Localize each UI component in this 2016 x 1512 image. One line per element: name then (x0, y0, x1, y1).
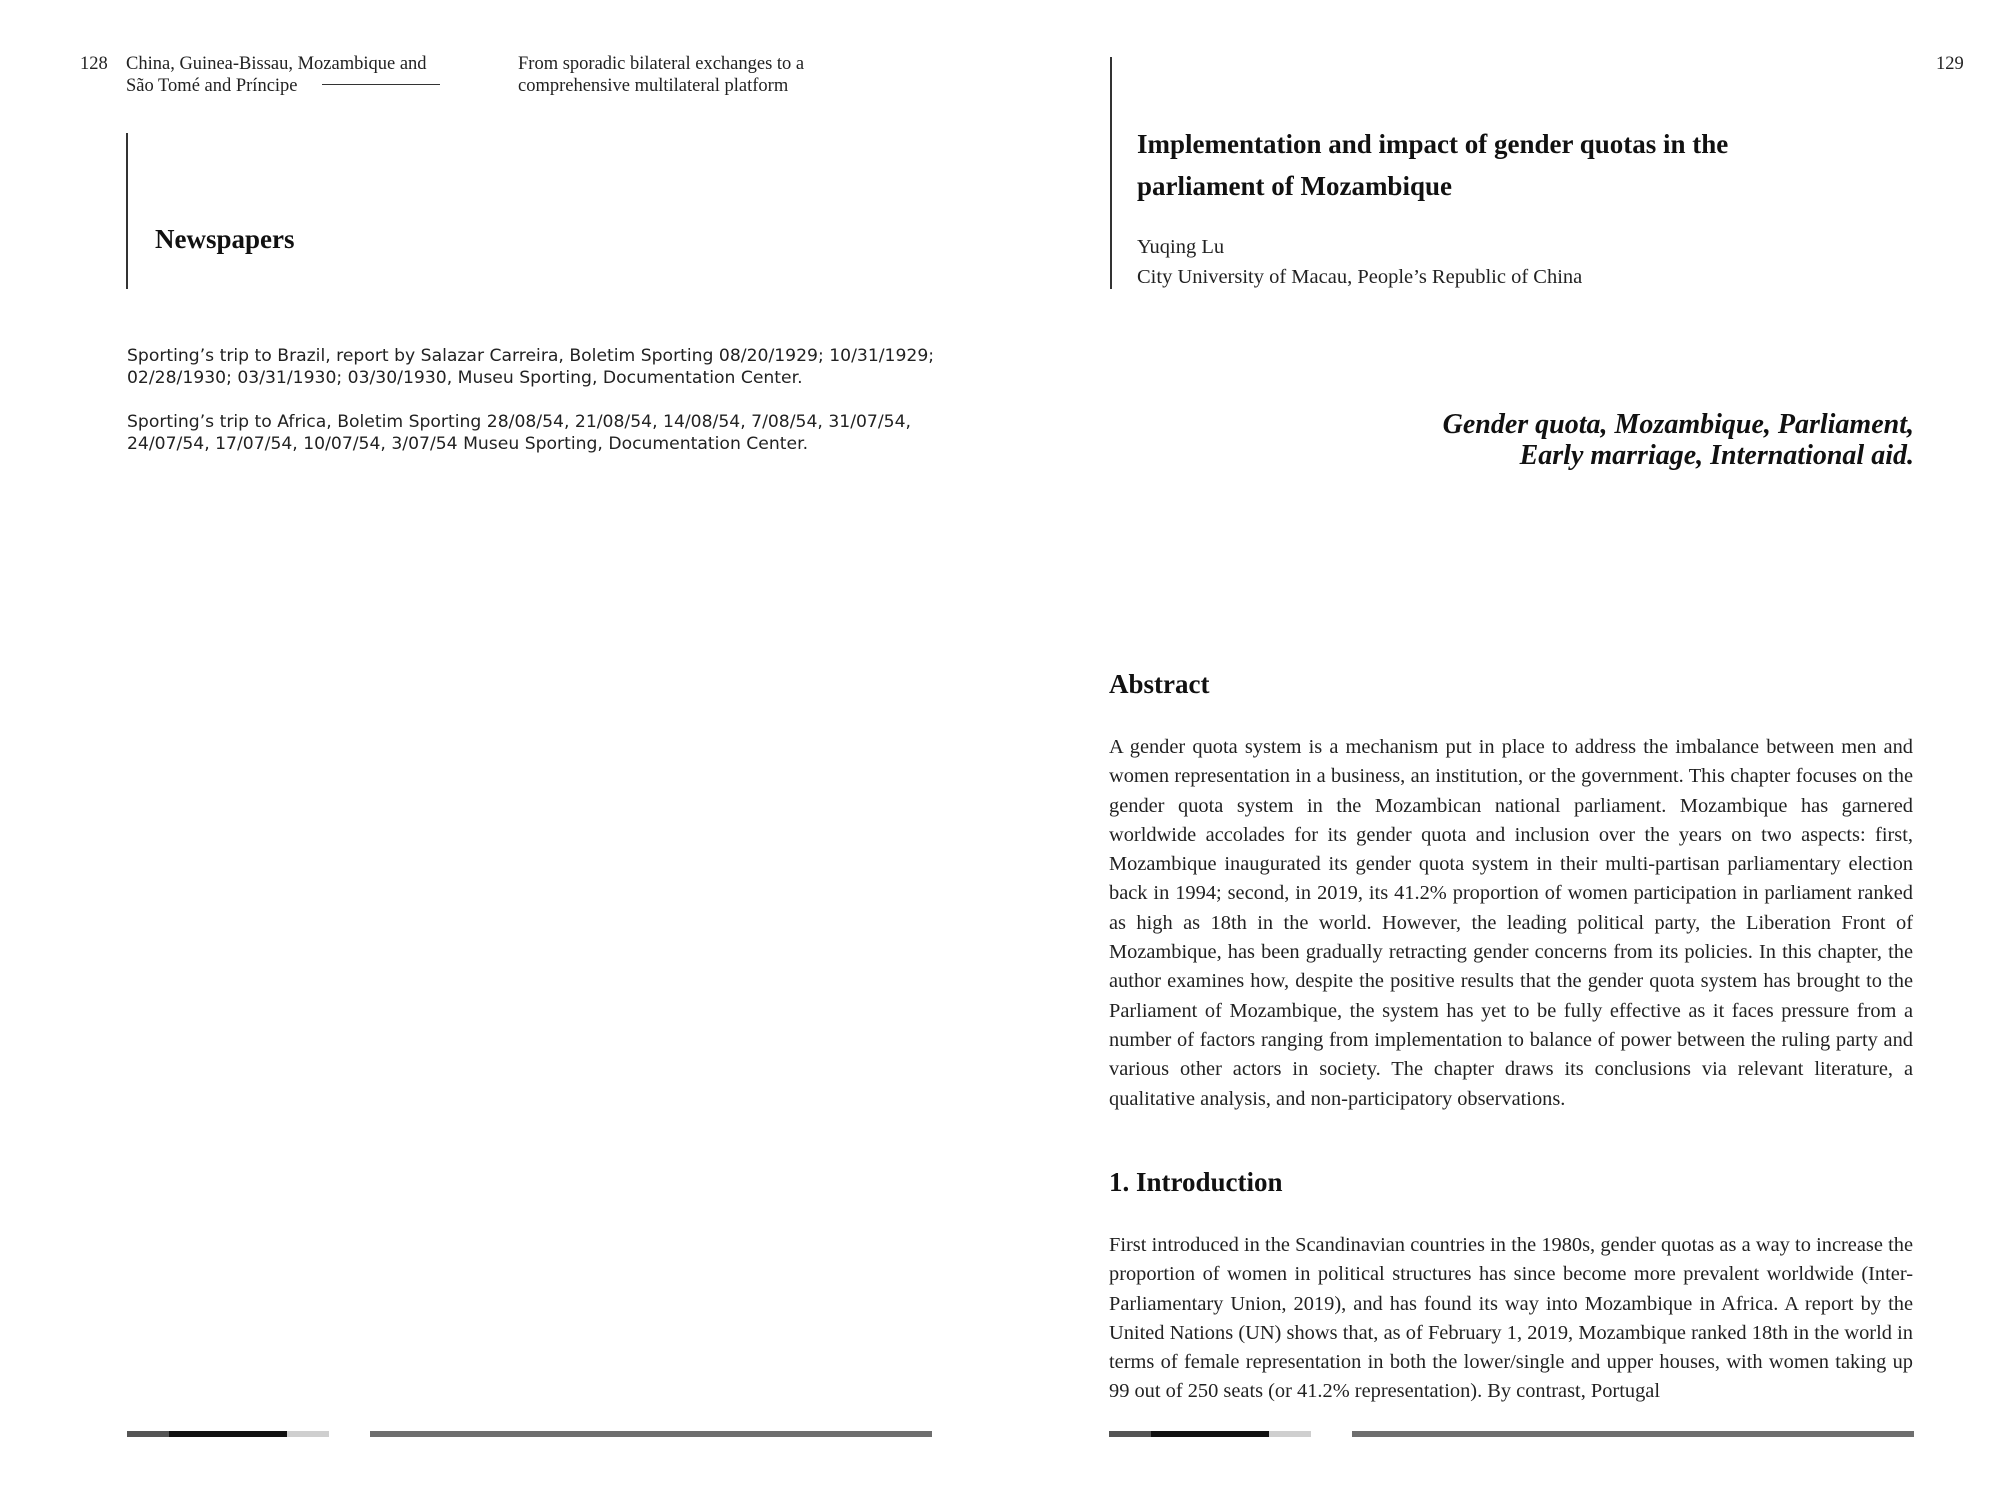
running-header-left (126, 53, 427, 97)
author-name: Yuqing Lu (1137, 236, 1225, 258)
running-header-left-line-2: São Tomé and Príncipe (126, 76, 298, 96)
footer-bar-long (1352, 1431, 1914, 1437)
footer-bar-segment (287, 1431, 329, 1437)
keywords-line-2: Early marriage, International aid. (1519, 440, 1914, 471)
running-header-left-line-1: China, Guinea-Bissau, Mozambique and (126, 54, 427, 74)
footer-bar-segment (1151, 1431, 1269, 1437)
reference-1 (127, 345, 957, 389)
running-header-rule (322, 84, 440, 85)
page-number-right: 129 (1936, 54, 1964, 74)
introduction-text: First introduced in the Scandinavian countries in the 1980s, gender quotas as a way to increase the proportion of women in political structures has since become more prevalent worldwide (Inter-Parliamentary Union, 2019), and has found its way into Mozambique in Africa. A report by the United Nations (UN) shows that, as of February 1, 2019, Mozambique ranked 18th in the world in terms of female representation in both the lower/single and upper houses, with women taking up 99 out of 250 seats (or 41.2% representation). By contrast, Portugal (1109, 1234, 1913, 1403)
keywords (1264, 409, 1914, 471)
abstract-text: A gender quota system is a mechanism put in place to address the imbalance between men and women representation in a business, an institution, or the government. This chapter focuses on the gender quota system in the Mozambican national parliament. Mozambique has garnered worldwide accolades for its gender quota and inclusion over the years on two aspects: first, Mozambique inaugurated its gender quota system in their multi-partisan parliamentary election back in 1994; second, in 2019, its 41.2% proportion of women participation in parliament ranked as high as 18th in the world. However, the leading political party, the Liberation Front of Mozambique, has been gradually retracting gender concerns from its policies. In this chapter, the author examines how, despite the positive results that the gender quota system has brought to the Parliament of Mozambique, the system has yet to be fully effective as it faces pressure from a number of factors ranging from implementation to balance of power between the ruling party and various other actors in society. The chapter draws its conclusions via relevant literature, a qualitative analysis, and non-participatory observations. (1109, 736, 1913, 1110)
introduction-heading: 1. Introduction (1109, 1167, 1283, 1197)
running-header-right-line-2: comprehensive multilateral platform (518, 76, 789, 96)
reference-2-line-2: 24/07/54, 17/07/54, 10/07/54, 3/07/54 Museu Sporting, Documentation Center. (127, 434, 809, 454)
footer-bar-segment (169, 1431, 287, 1437)
running-header-right-line-1: From sporadic bilateral exchanges to a (518, 54, 805, 74)
section-title: Newspapers (155, 224, 295, 254)
footer-bar-segment (1109, 1431, 1151, 1437)
reference-1-line-1: Sporting’s trip to Brazil, report by Salazar Carreira, Boletim Sporting 08/20/1929; 10/31/1929; (127, 346, 935, 366)
chapter-title: Implementation and impact of gender quotas in the parliament of Mozambique (1137, 129, 1729, 201)
footer-bar-segment (127, 1431, 169, 1437)
page-number-left: 128 (80, 54, 108, 74)
abstract-heading: Abstract (1109, 669, 1210, 699)
author-affiliation: City University of Macau, People’s Republic of China (1137, 266, 1583, 288)
reference-1-line-2: 02/28/1930; 03/31/1930; 03/30/1930, Museu Sporting, Documentation Center. (127, 368, 803, 388)
reference-2 (127, 411, 957, 455)
reference-2-line-1: Sporting’s trip to Africa, Boletim Sporting 28/08/54, 21/08/54, 14/08/54, 7/08/54, 31/07/54, (127, 412, 911, 432)
footer-bar-segment (1269, 1431, 1311, 1437)
footer-bar-long (370, 1431, 932, 1437)
section-side-rule (126, 133, 128, 289)
running-header-right (518, 53, 804, 97)
chapter-side-rule (1110, 57, 1112, 289)
keywords-line-1: Gender quota, Mozambique, Parliament, (1442, 409, 1914, 440)
